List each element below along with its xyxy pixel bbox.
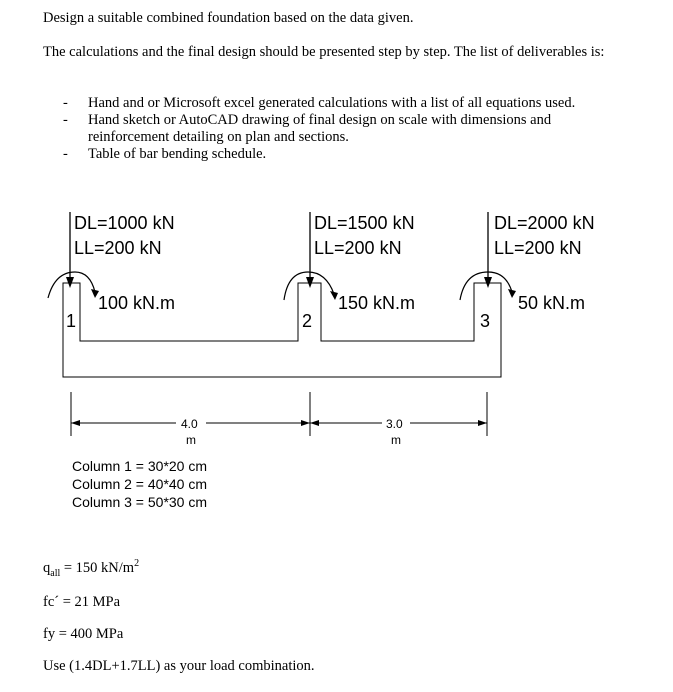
column-2-number: 2 [302, 311, 313, 331]
column-3-number: 3 [480, 311, 491, 331]
column-1-dl: DL=1000 kN [74, 213, 175, 233]
column-2-ll: LL=200 kN [314, 238, 402, 258]
column-3-ll: LL=200 kN [494, 238, 582, 258]
column-1-moment: 100 kN.m [98, 293, 176, 313]
concrete-strength: fc´ = 21 MPa [43, 594, 121, 610]
deliverable-1: Hand and or Microsoft excel generated calculations with a list of all equations used. [88, 95, 576, 111]
deliverable-2: Hand sketch or AutoCAD drawing of final design on scale with dimensions and reinforcement detailing on plan and sections. [88, 112, 552, 145]
span-2-value: 3.0 [386, 417, 403, 431]
bullet-dash: - [63, 146, 68, 162]
qall-value: = 150 kN/m [60, 560, 135, 576]
deliverable-3: Table of bar bending schedule. [88, 146, 267, 162]
dim-arrow-1-right [301, 420, 310, 426]
column-3-moment: 50 kN.m [518, 293, 586, 313]
column-2-size: Column 2 = 40*40 cm [72, 476, 208, 492]
dim-arrow-1-left [71, 420, 80, 426]
moment-arrow-2 [330, 291, 338, 300]
dim-arrow-2-right [478, 420, 487, 426]
column-1-size: Column 1 = 30*20 cm [72, 458, 208, 474]
allowable-bearing [43, 560, 139, 577]
moment-arc-3 [460, 272, 512, 300]
column-1-number: 1 [66, 311, 77, 331]
qall-symbol: q [43, 560, 51, 576]
load-combination: Use (1.4DL+1.7LL) as your load combination. [43, 658, 315, 674]
bullet-dash: - [63, 112, 68, 128]
column-2-dl: DL=1500 kN [314, 213, 415, 233]
deliverables-description: The calculations and the final design should be presented step by step. The list of deliverables is: [43, 44, 605, 60]
list-item [43, 112, 623, 146]
foundation-diagram [0, 195, 673, 525]
qall-subscript: all [50, 567, 61, 579]
list-item [43, 95, 623, 112]
column-1-ll: LL=200 kN [74, 238, 162, 258]
list-item [43, 146, 623, 163]
moment-arrow-3 [508, 289, 516, 298]
moment-arc-1 [48, 272, 95, 298]
span-2-unit: m [391, 433, 401, 447]
column-3-dl: DL=2000 kN [494, 213, 595, 233]
dim-arrow-2-left [310, 420, 319, 426]
span-1-value: 4.0 [181, 417, 198, 431]
intro-text: Design a suitable combined foundation based on the data given. [43, 10, 414, 26]
bullet-dash: - [63, 95, 68, 111]
deliverables-list [43, 95, 623, 163]
column-3-size: Column 3 = 50*30 cm [72, 494, 208, 510]
moment-arc-2 [284, 272, 334, 300]
steel-strength: fy = 400 MPa [43, 626, 124, 642]
column-2-moment: 150 kN.m [338, 293, 416, 313]
qall-superscript: 2 [134, 558, 140, 570]
span-1-unit: m [186, 433, 196, 447]
